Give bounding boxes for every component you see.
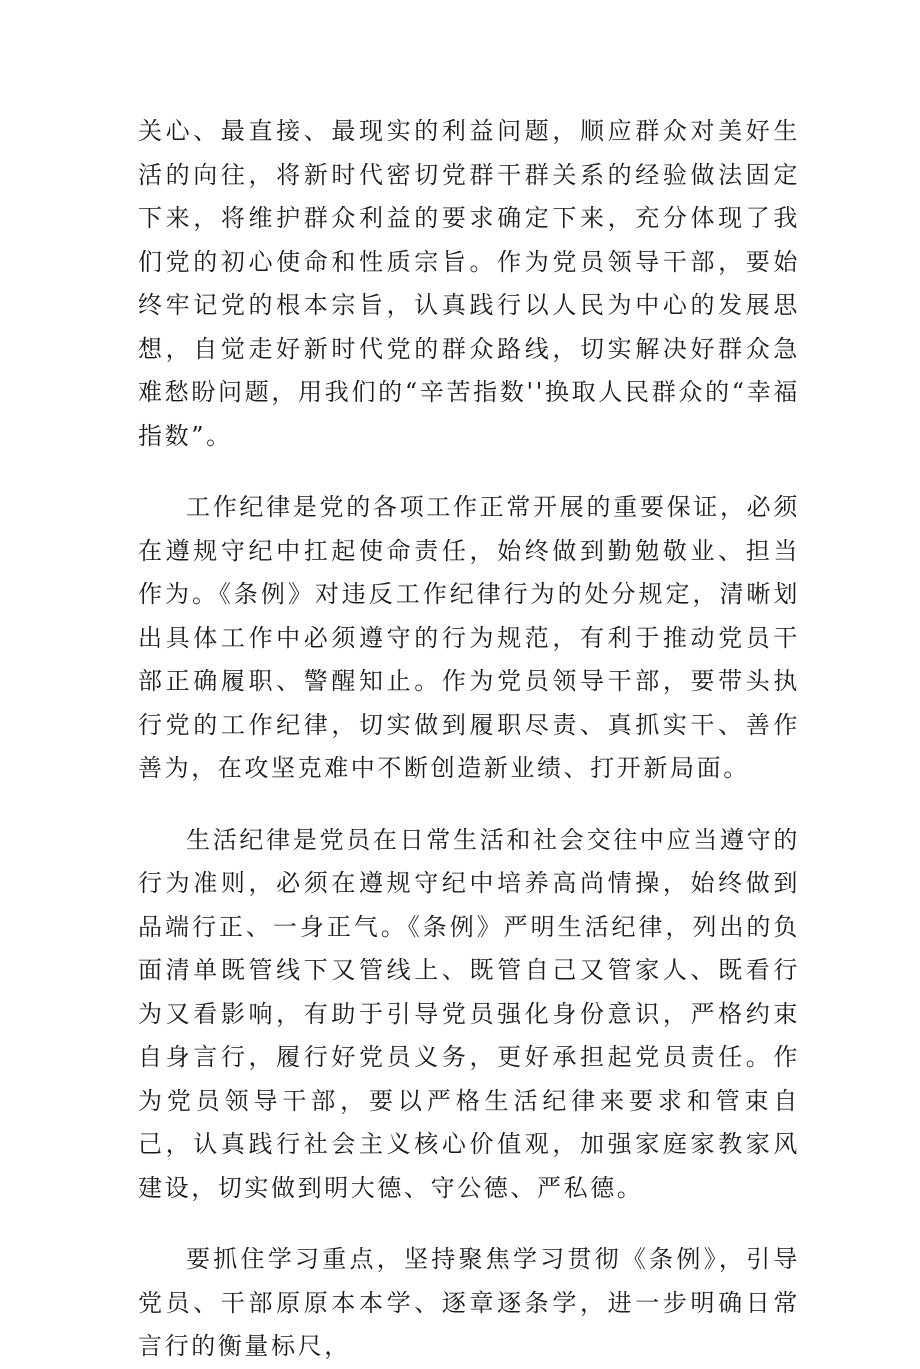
paragraph-gap: [138, 458, 800, 486]
paragraph-4: 要抓住学习重点，坚持聚焦学习贯彻《条例》，引导党员、干部原原本本学、逐章逐条学，进一步明确日常言行的衡量标尺，: [138, 1245, 800, 1360]
paragraph-gap: [138, 1210, 800, 1238]
paragraph-2: 工作纪律是党的各项工作正常开展的重要保证，必须在遵规守纪中扛起使命责任，始终做到勤勉敬业、担当作为。《条例》对违反工作纪律行为的处分规定，清晰划出具体工作中必须遵守的行为规范，有利于推动党员干部正确履职、警醒知止。作为党员领导干部，要带头执行党的工作纪律，切实做到履职尽责、真抓实干、善作善为，在攻坚克难中不断创造新业绩、打开新局面。: [138, 493, 800, 782]
paragraph-3: 生活纪律是党员在日常生活和社会交往中应当遵守的行为准则，必须在遵规守纪中培养高尚情操，始终做到品端行正、一身正气。《条例》严明生活纪律，列出的负面清单既管线下又管线上、既管自己又管家人、既看行为又看影响，有助于引导党员强化身份意识，严格约束自身言行，履行好党员义务，更好承担起党员责任。作为党员领导干部，要以严格生活纪律来要求和管束自己，认真践行社会主义核心价值观，加强家庭家教家风建设，切实做到明大德、守公德、严私德。: [138, 825, 800, 1202]
paragraph-1: 关心、最直接、最现实的利益问题，顺应群众对美好生活的向往，将新时代密切党群干群关系的经验做法固定下来，将维护群众利益的要求确定下来，充分体现了我们党的初心使命和性质宗旨。作为党员领导干部，要始终牢记党的根本宗旨，认真践行以人民为中心的发展思想，自觉走好新时代党的群众路线，切实解决好群众急难愁盼问题，用我们的“辛苦指数''换取人民群众的“幸福指数”。: [138, 117, 800, 450]
paragraph-gap: [138, 791, 800, 819]
document-page: [138, 110, 800, 1369]
